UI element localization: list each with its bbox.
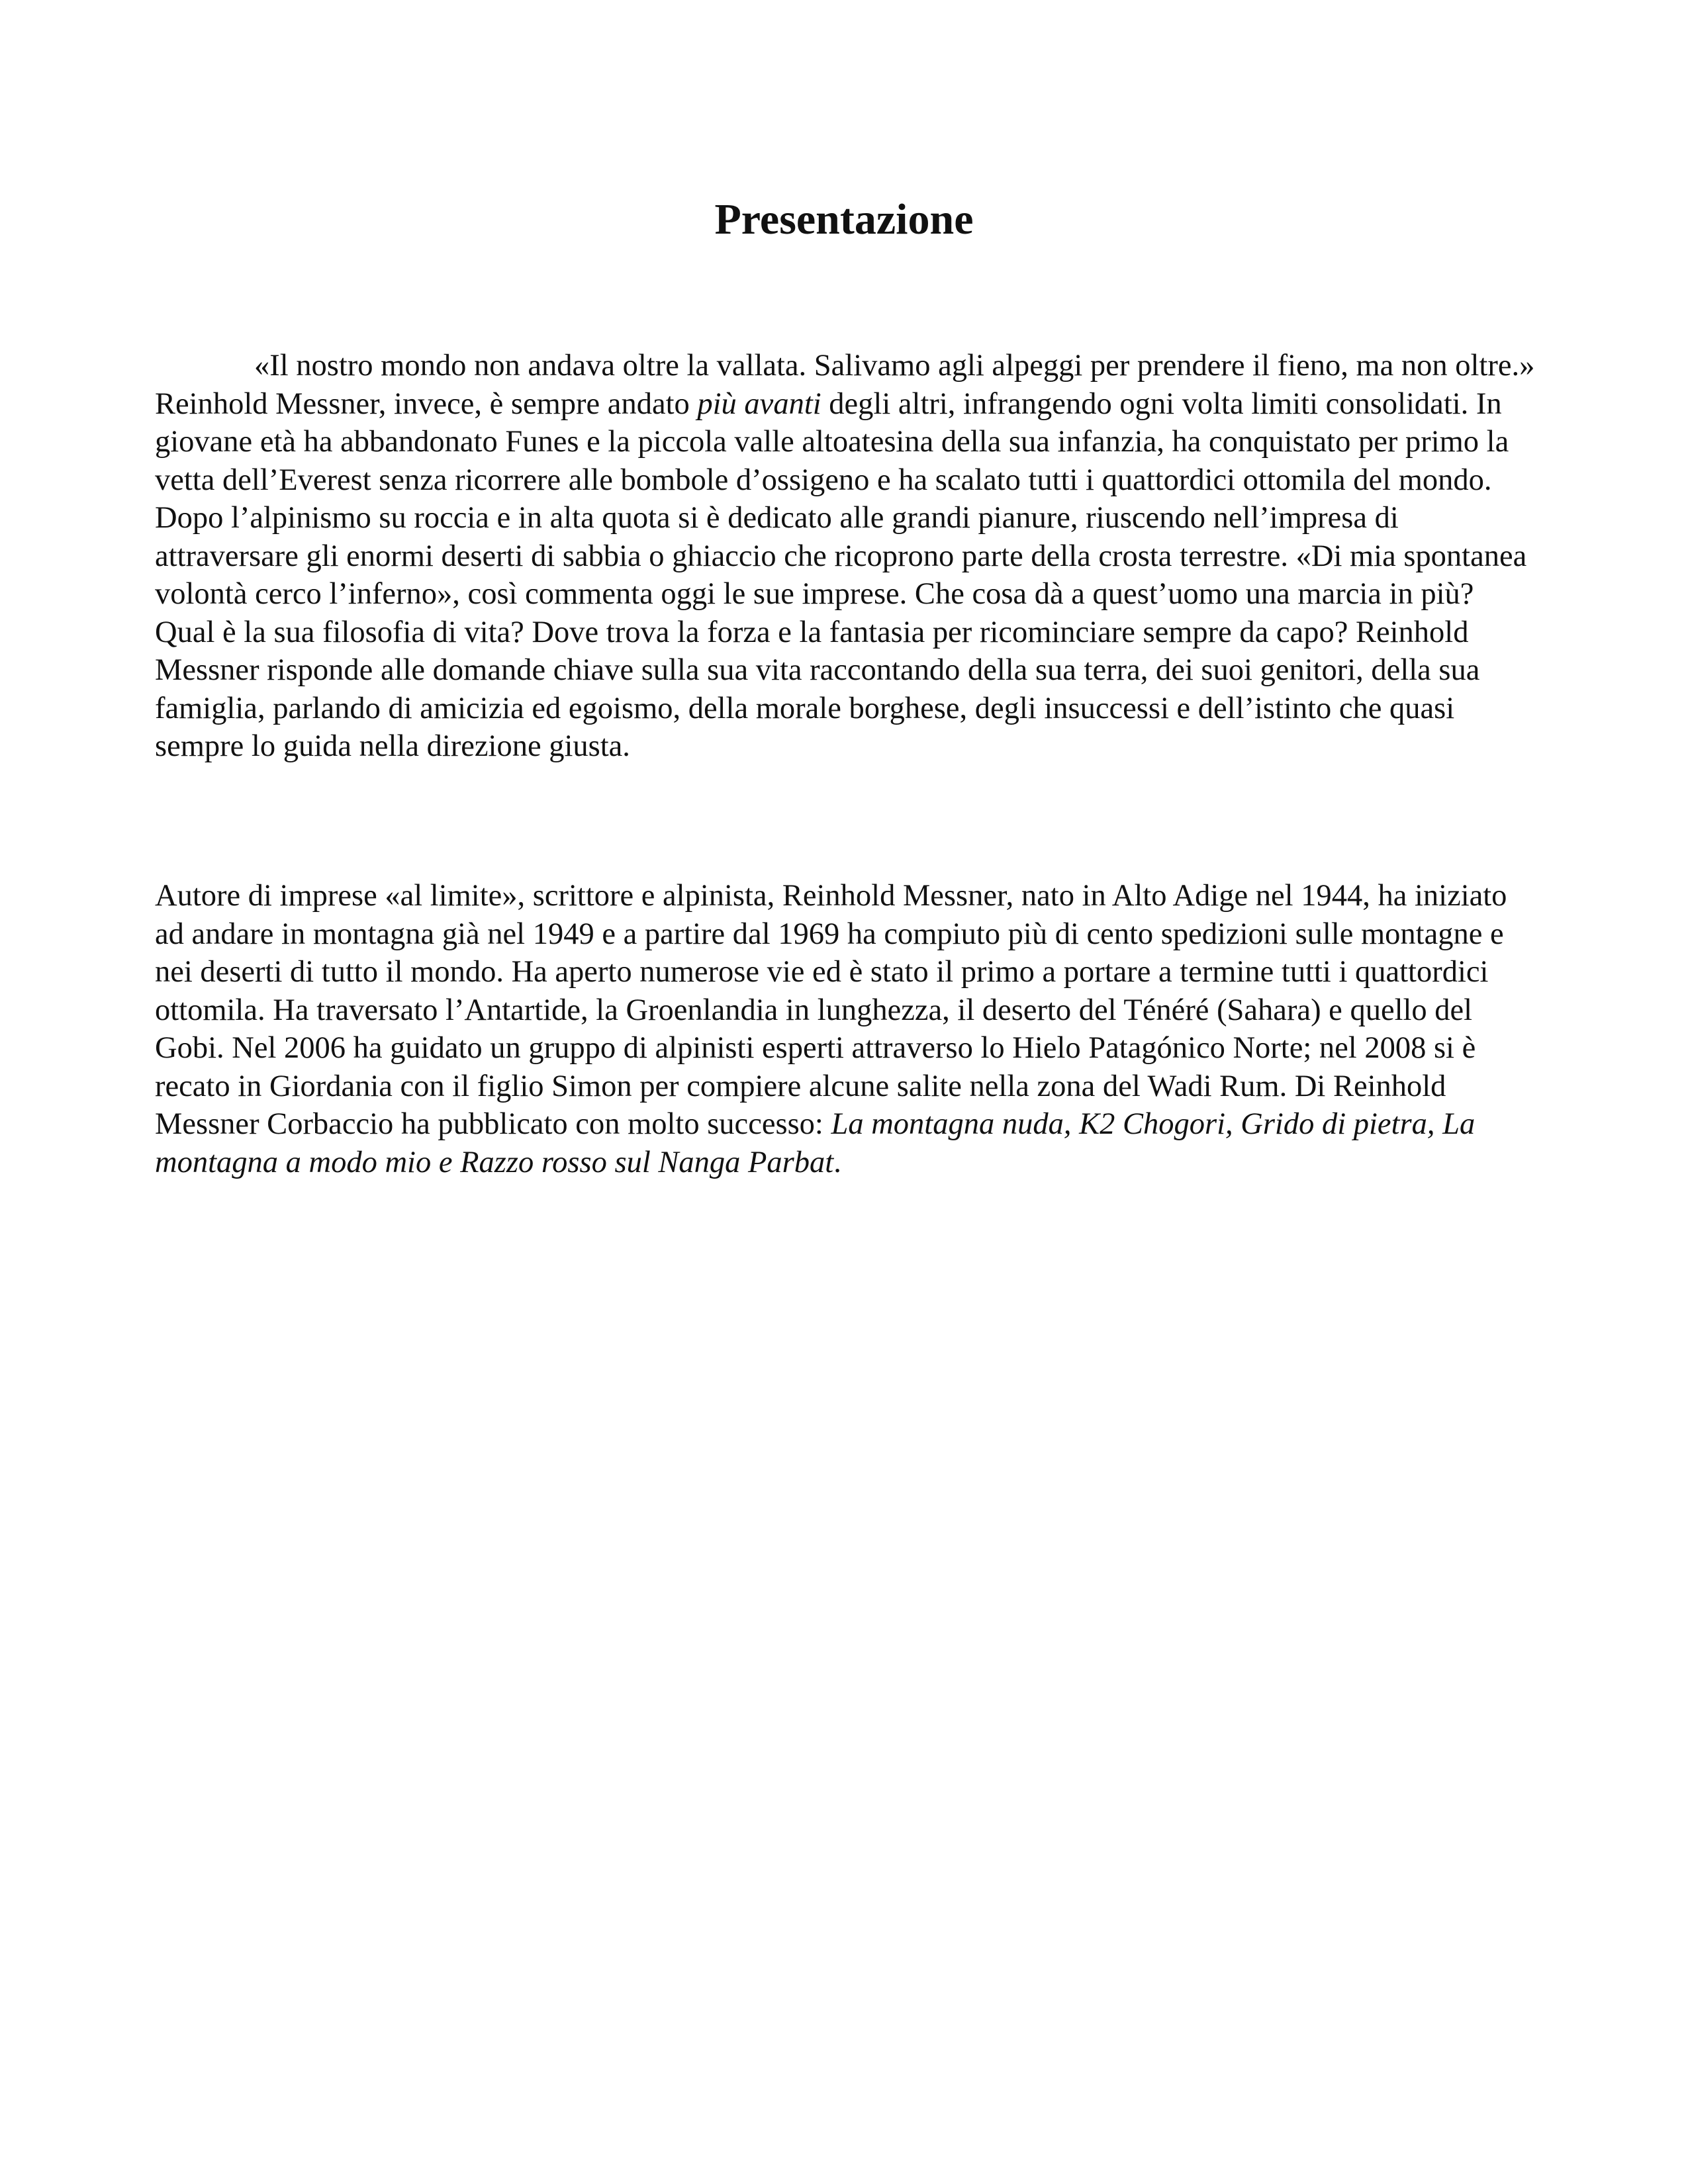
paragraph-text-start: «Il nostro mondo non andava oltre la vallata. Salivamo agli alpeggi per prendere il fieno, ma non oltre.» Reinhold Messner, invece, è sempre andato [155, 349, 1535, 421]
paragraph-text-end: degli altri, infrangendo ogni volta limiti consolidati. In giovane età ha abbandonato Funes e la piccola valle altoatesina della sua infanzia, ha conquistato per primo la vetta dell’Everest senza ricorrere alle bombole d’ossigeno e ha scalato tutti i quattordici ottomila del mondo. Dopo l’alpinismo su roccia e in alta quota si è dedicato alle grandi pianure, riuscendo nell’impresa di attraversare gli enormi deserti di sabbia o ghiaccio che ricoprono parte della crosta terrestre. «Di mia spontanea volontà cerco l’inferno», così commenta oggi le sue imprese. Che cosa dà a quest’uomo una marcia in più? Qual è la sua filosofia di vita? Dove trova la forza e la fantasia per ricominciare sempre da capo? Reinhold Messner risponde alle domande chiave sulla sua vita raccontando della sua terra, dei suoi genitori, della sua famiglia, parlando di amicizia ed egoismo, della morale borghese, degli insuccessi e dell’istinto che quasi sempre lo guida nella direzione giusta. [155, 387, 1527, 763]
bio-text: Autore di imprese «al limite», scrittore e alpinista, Reinhold Messner, nato in Alto Adige nel 1944, ha iniziato ad andare in montagna già nel 1949 e a partire dal 1969 ha compiuto più di cento spedizioni sulle montagne e nei deserti di tutto il mondo. Ha aperto numerose vie ed è stato il primo a portare a termine tutti i quattordici ottomila. Ha traversato l’Antartide, la Groenlandia in lunghezza, il deserto del Ténéré (Sahara) e quello del Gobi. Nel 2006 ha guidato un gruppo di alpinisti esperti attraverso lo Hielo Patagónico Norte; nel 2008 si è recato in Giordania con il figlio Simon per compiere alcune salite nella zona del Wadi Rum. Di Reinhold Messner Corbaccio ha pubblicato con molto successo: [155, 879, 1507, 1141]
emphasized-phrase: più avanti [697, 387, 821, 421]
book-titles: La montagna nuda, K2 Chogori, Grido di pietra, La montagna a modo mio e Razzo rosso sul Nanga Parbat [155, 1107, 1476, 1179]
author-bio-paragraph [155, 877, 1538, 1181]
bio-text-end: . [833, 1145, 841, 1179]
page-title: Presentazione [714, 195, 974, 244]
presentation-paragraph [155, 347, 1538, 766]
